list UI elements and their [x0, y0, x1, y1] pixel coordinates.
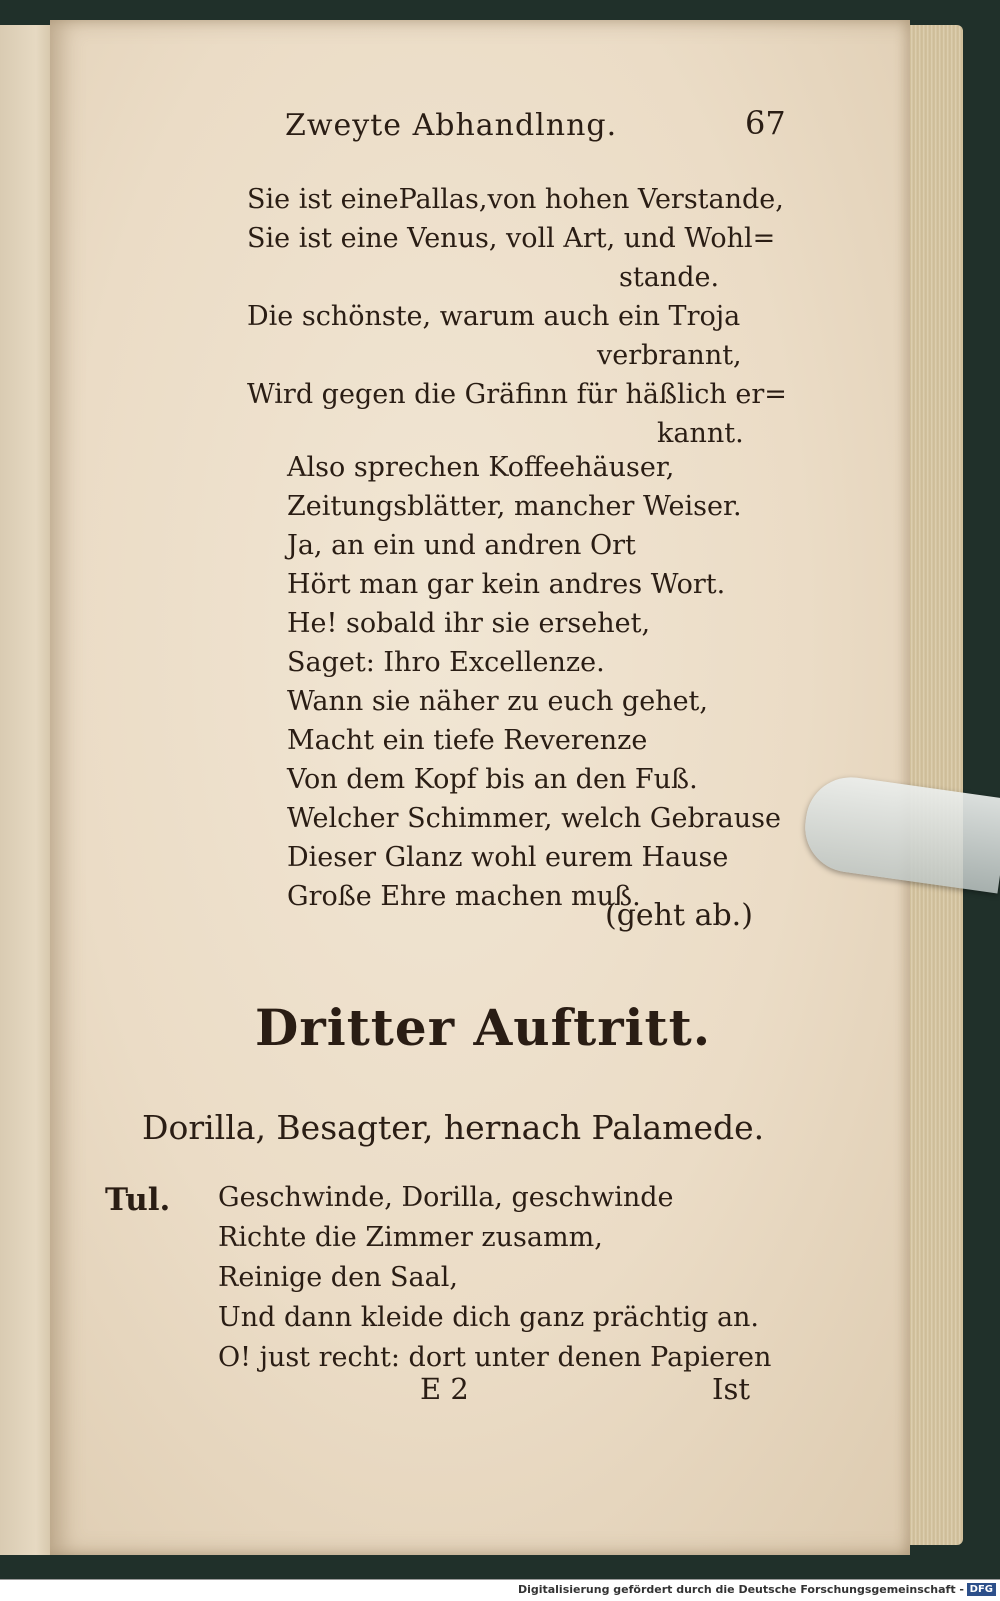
footer-bar — [0, 1579, 1000, 1601]
dialog-line: Und dann kleide dich ganz prächtig an. — [218, 1302, 760, 1333]
verse-line: Saget: Ihro Excellenze. — [287, 647, 605, 678]
verse-line: verbrannt, — [597, 340, 742, 371]
dialog-line: O! just recht: dort unter denen Papieren — [218, 1342, 772, 1373]
verse-line: kannt. — [657, 418, 744, 449]
verse-line: Sie ist einePallas,von hohen Verstande, — [247, 184, 784, 215]
verse-line: Hört man gar kein andres Wort. — [287, 569, 726, 600]
verse-line: Welcher Schimmer, welch Gebrause — [287, 803, 781, 834]
verse-block-1 — [247, 180, 787, 453]
scene-characters: Dorilla, Besagter, hernach Palamede. — [142, 1108, 765, 1147]
dfg-logo: DFG — [967, 1583, 996, 1596]
verse-line: stande. — [619, 262, 720, 293]
catchword: Ist — [712, 1372, 750, 1406]
running-title: Zweyte Abhandlnng. — [285, 108, 618, 143]
speaker-label: Tul. — [105, 1182, 171, 1218]
verse-line: Sie ist eine Venus, voll Art, und Wohl= — [247, 223, 776, 254]
signature-mark: E 2 — [420, 1372, 469, 1406]
verse-line: Die schönste, warum auch ein Troja — [247, 301, 741, 332]
scene-title: Dritter Auftritt. — [255, 998, 712, 1057]
verse-line: Große Ehre machen muß. — [287, 881, 641, 912]
stage-direction: (geht ab.) — [605, 898, 753, 933]
verse-line: Zeitungsblätter, mancher Weiser. — [287, 491, 742, 522]
dialog-line: Reinige den Saal, — [218, 1262, 458, 1293]
verse-block-2 — [287, 448, 781, 916]
dialog-block — [218, 1178, 771, 1378]
verse-line: Von dem Kopf bis an den Fuß. — [287, 764, 698, 795]
verse-line: He! sobald ihr sie ersehet, — [287, 608, 651, 639]
verse-line: Wird gegen die Gräfinn für häßlich er= — [247, 379, 787, 410]
verse-line: Also sprechen Koffeehäuser, — [287, 452, 675, 483]
verse-line: Dieser Glanz wohl eurem Hause — [287, 842, 729, 873]
page-number: 67 — [745, 104, 786, 142]
dialog-line: Geschwinde, Dorilla, geschwinde — [218, 1182, 674, 1213]
verse-line: Macht ein tiefe Reverenze — [287, 725, 648, 756]
verse-line: Wann sie näher zu euch gehet, — [287, 686, 708, 717]
dialog-line: Richte die Zimmer zusamm, — [218, 1222, 603, 1253]
footer-credit: Digitalisierung gefördert durch die Deutsche Forschungsgemeinschaft - — [517, 1583, 964, 1596]
verse-line: Ja, an ein und andren Ort — [287, 530, 636, 561]
